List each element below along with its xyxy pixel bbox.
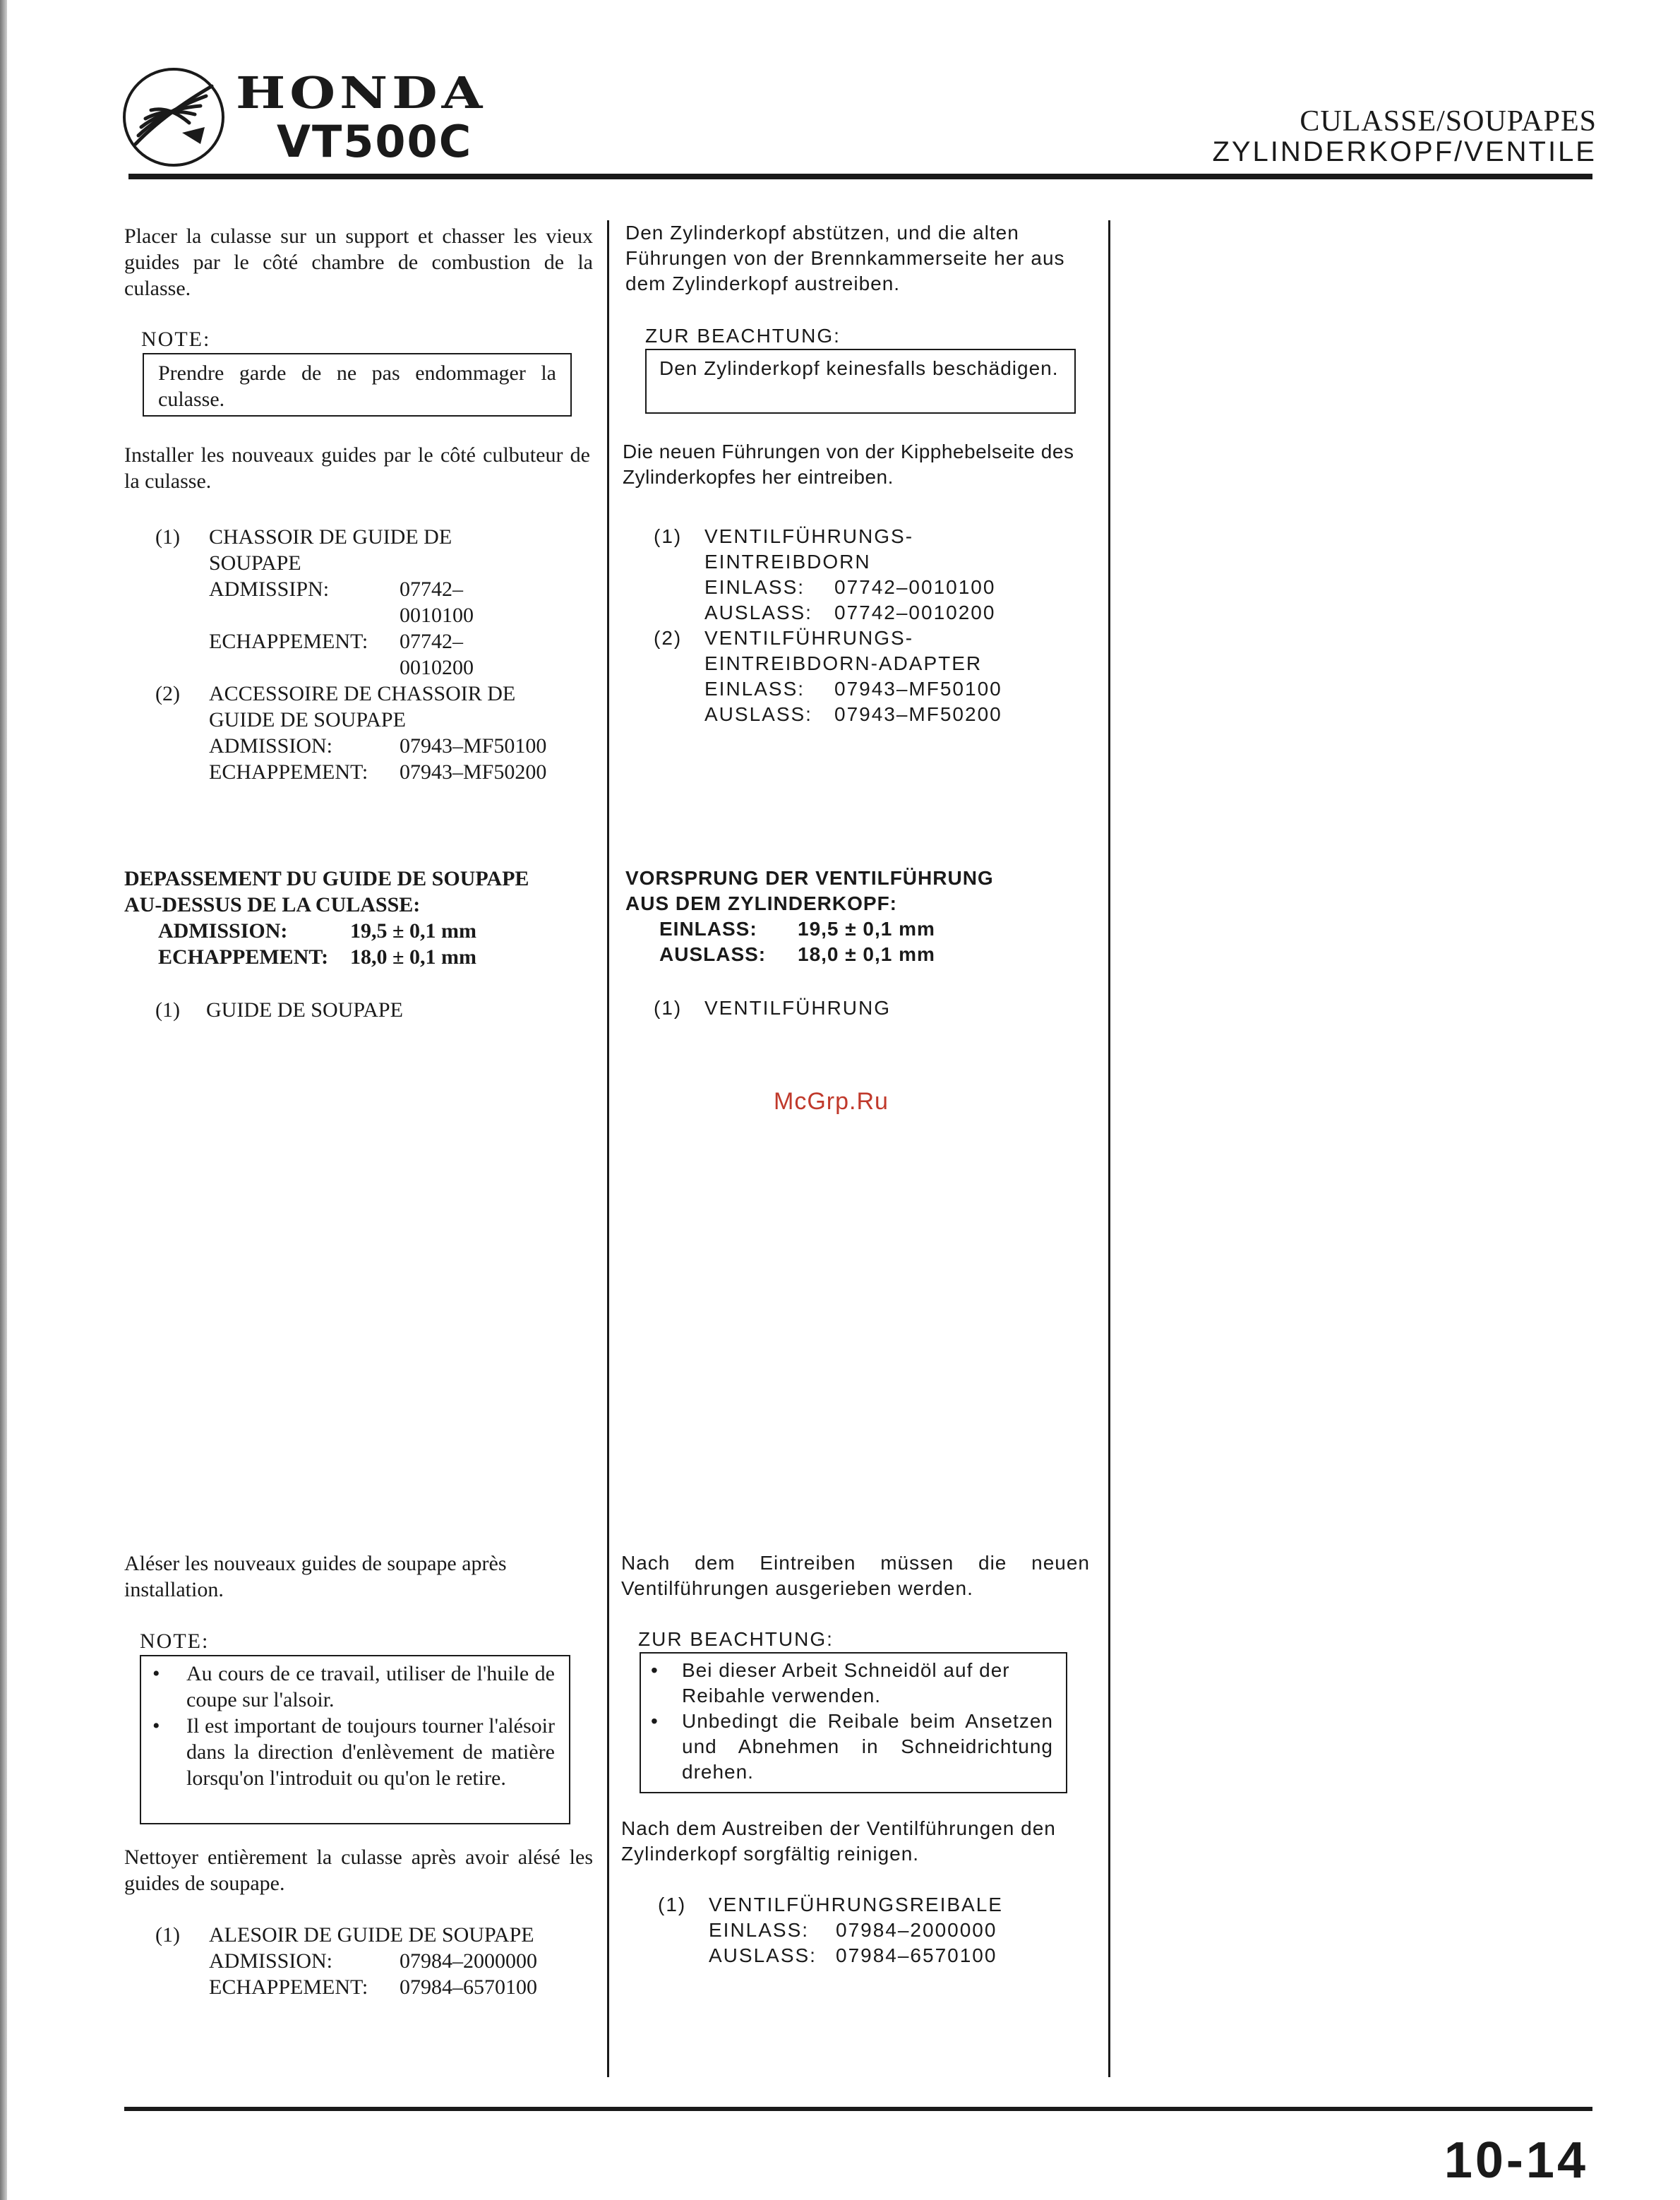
de-spec-value: 18,0 ± 0,1 mm (798, 943, 935, 965)
header-rule (128, 174, 1592, 179)
fr-note2-item-text: Il est important de toujours tourner l'alésoir dans la direction d'enlèvement de matière lorsqu'on l'introduit ou qu'on le retire. (186, 1714, 555, 1790)
de-note1-label: ZUR BEACHTUNG: (645, 325, 841, 347)
footer-rule (124, 2107, 1592, 2111)
fr-tool2-label: ECHAPPEMENT: (209, 1975, 368, 1999)
de-tool2-label: AUSLASS: (709, 1944, 817, 1966)
fr-tool-number: (2) (155, 682, 180, 705)
fr-tool2-code: 07984–6570100 (400, 1975, 537, 1999)
fr-spec-label: ADMISSION: (158, 919, 288, 943)
column-divider-left (607, 220, 609, 2077)
fr-tool-name: ACCESSOIRE DE CHASSOIR DE GUIDE DE SOUPAPE (209, 682, 516, 731)
de-paragraph-2: Die neuen Führungen von der Kipphebelseite des Zylinderkopfes her eintreiben. (623, 441, 1074, 488)
de-note2-item-text: Bei dieser Arbeit Schneidöl auf der Reibahle verwenden. (682, 1659, 1010, 1706)
fr-callout-label: GUIDE DE SOUPAPE (206, 998, 403, 1022)
de-tool-item (654, 524, 1091, 626)
fr-note1-box (143, 353, 572, 417)
fr-tool2-code: 07984–2000000 (400, 1949, 537, 1973)
fr-paragraph-4: Nettoyer entièrement la culasse après avoir alésé les guides de soupape. (124, 1846, 593, 1895)
fr-tool-item (155, 524, 593, 681)
fr-tool2 (155, 1922, 593, 2000)
fr-note1-text: Prendre garde de ne pas endommager la culasse. (158, 361, 556, 411)
fr-note2-box (140, 1655, 570, 1824)
de-spec-value: 19,5 ± 0,1 mm (798, 918, 935, 940)
de-note2-item-text: Unbedingt die Reibale beim Ansetzen und Abnehmen in Schneidrichtung drehen. (682, 1710, 1053, 1783)
fr-callout-number: (1) (155, 998, 180, 1022)
fr-tools-list-1 (155, 524, 593, 785)
honda-wing-logo (121, 65, 226, 169)
fr-note2-item-text: Au cours de ce travail, utiliser de l'huile de coupe sur l'alsoir. (186, 1662, 555, 1711)
fr-callout (155, 997, 403, 1023)
fr-tool2-number: (1) (155, 1923, 180, 1947)
de-note1-text: Den Zylinderkopf keinesfalls beschädigen. (659, 357, 1059, 379)
de-spec-label: AUSLASS: (659, 943, 767, 965)
de-spec-title-2: AUS DEM ZYLINDERKOPF: (625, 892, 897, 914)
de-tool-code: 07742–0010100 (834, 576, 996, 598)
de-tool-label: EINLASS: (704, 678, 805, 700)
fr-note2-item (152, 1713, 555, 1791)
de-spec-title-1: VORSPRUNG DER VENTILFÜHRUNG (625, 867, 994, 889)
de-tool-code: 07943–MF50200 (834, 703, 1002, 725)
brand-title: HONDA (236, 67, 487, 119)
page-binding-edge (0, 0, 7, 2200)
fr-tool-label: ECHAPPEMENT: (209, 760, 368, 784)
fr-tool-name: CHASSOIR DE GUIDE DE SOUPAPE (209, 525, 452, 575)
bullet-icon: • (152, 1662, 160, 1685)
de-tool-number: (2) (654, 627, 683, 649)
de-tool2-code: 07984–2000000 (836, 1919, 997, 1941)
fr-paragraph-3: Aléser les nouveaux guides de soupape après installation. (124, 1552, 507, 1601)
fr-spec-title-2: AU-DESSUS DE LA CULASSE: (124, 893, 421, 916)
de-callout (654, 996, 891, 1021)
de-tool-number: (1) (654, 525, 683, 547)
de-callout-number: (1) (654, 997, 683, 1019)
fr-tool-code: 07943–MF50200 (400, 760, 547, 784)
de-tool2-label: EINLASS: (709, 1919, 810, 1941)
de-tool2-name: VENTILFÜHRUNGSREIBALE (709, 1894, 1003, 1915)
fr-note2-label: NOTE: (140, 1630, 210, 1653)
de-paragraph-1: Den Zylinderkopf abstützen, und die alten Führungen von der Brennkammerseite her aus dem Zylinderkopf austreiben. (625, 222, 1065, 294)
fr-paragraph-1: Placer la culasse sur un support et chasser les vieux guides par le côté chambre de combustion de la culasse. (124, 225, 593, 300)
fr-spec-title-1: DEPASSEMENT DU GUIDE DE SOUPAPE (124, 867, 529, 890)
fr-tool-label: ADMISSION: (209, 734, 333, 758)
de-note1-box (645, 349, 1076, 414)
de-note2-box (640, 1652, 1067, 1793)
de-tool-label: AUSLASS: (704, 703, 812, 725)
de-tool2-number: (1) (658, 1894, 687, 1915)
de-tool-code: 07943–MF50100 (834, 678, 1002, 700)
de-note2-label: ZUR BEACHTUNG: (638, 1628, 834, 1650)
fr-tool-label: ECHAPPEMENT: (209, 630, 368, 653)
bullet-icon: • (651, 1710, 659, 1732)
column-divider-right (1108, 220, 1110, 2077)
de-tool2 (658, 1892, 1096, 1968)
de-note2-item (651, 1709, 1053, 1785)
de-tool-item (654, 626, 1091, 727)
de-tool-name: VENTILFÜHRUNGS-EINTREIBDORN-ADAPTER (704, 627, 983, 674)
de-tool-name: VENTILFÜHRUNGS-EINTREIBDORN (704, 525, 914, 573)
model-title: VT500C (277, 116, 473, 167)
fr-note1-label: NOTE: (141, 328, 211, 351)
bullet-icon: • (152, 1714, 160, 1738)
fr-tool2-label: ADMISSION: (209, 1949, 333, 1973)
de-note2-item (651, 1658, 1053, 1709)
de-paragraph-4: Nach dem Austreiben der Ventilführungen den Zylinderkopf sorgfältig reinigen. (621, 1817, 1056, 1865)
de-tool-label: EINLASS: (704, 576, 805, 598)
de-spec-block (625, 866, 1098, 967)
fr-tool-code: 07742–0010200 (400, 630, 474, 679)
fr-paragraph-2: Installer les nouveaux guides par le côté culbuteur de la culasse. (124, 443, 590, 493)
fr-tool-code: 07943–MF50100 (400, 734, 547, 758)
fr-spec-label: ECHAPPEMENT: (158, 945, 329, 969)
de-spec-label: EINLASS: (659, 918, 757, 940)
section-title-de: ZYLINDERKOPF/VENTILE (1212, 136, 1597, 167)
fr-tool-number: (1) (155, 525, 180, 549)
fr-tool-code: 07742–0010100 (400, 578, 474, 627)
de-paragraph-3: Nach dem Eintreiben müssen die neuen Ventilführungen ausgerieben werden. (621, 1552, 1090, 1599)
de-tools-list-1 (654, 524, 1091, 727)
fr-spec-value: 18,0 ± 0,1 mm (350, 945, 476, 969)
fr-spec-value: 19,5 ± 0,1 mm (350, 919, 476, 943)
bullet-icon: • (651, 1659, 659, 1681)
de-tool-code: 07742–0010200 (834, 602, 996, 623)
page-number: 10-14 (1444, 2132, 1588, 2189)
de-tool-label: AUSLASS: (704, 602, 812, 623)
fr-tool2-name: ALESOIR DE GUIDE DE SOUPAPE (209, 1923, 534, 1947)
fr-tool-item (155, 681, 593, 785)
fr-note2-item (152, 1661, 555, 1713)
de-callout-label: VENTILFÜHRUNG (704, 997, 892, 1019)
fr-tool-label: ADMISSIPN: (209, 578, 330, 601)
section-title-fr: CULASSE/SOUPAPES (1300, 105, 1597, 138)
watermark-text: McGrp.Ru (774, 1088, 889, 1115)
de-tool2-code: 07984–6570100 (836, 1944, 997, 1966)
fr-spec-block (124, 866, 604, 970)
